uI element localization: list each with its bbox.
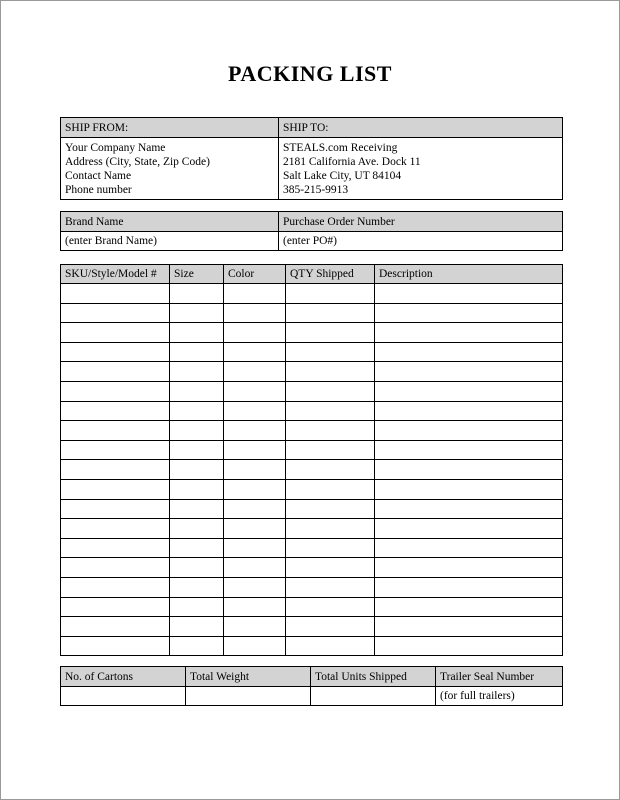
color-cell[interactable]: [224, 558, 286, 578]
description-cell[interactable]: [375, 617, 563, 637]
ship-to-phone: 385-215-9913: [283, 184, 349, 196]
color-cell[interactable]: [224, 362, 286, 382]
table-row: [61, 362, 563, 382]
size-cell[interactable]: [170, 617, 224, 637]
ship-from-phone: Phone number: [65, 184, 132, 196]
description-cell[interactable]: [375, 440, 563, 460]
description-cell[interactable]: [375, 519, 563, 539]
qty-cell[interactable]: [286, 597, 375, 617]
size-cell[interactable]: [170, 401, 224, 421]
ship-from-company: Your Company Name: [65, 142, 166, 154]
qty-cell[interactable]: [286, 284, 375, 304]
column-header-size: Size: [170, 265, 224, 284]
sku-cell[interactable]: [61, 597, 170, 617]
color-cell[interactable]: [224, 617, 286, 637]
sku-cell[interactable]: [61, 303, 170, 323]
qty-cell[interactable]: [286, 303, 375, 323]
total-units-field[interactable]: [311, 687, 436, 706]
column-header-qty: QTY Shipped: [286, 265, 375, 284]
table-row: [61, 421, 563, 441]
sku-cell[interactable]: [61, 323, 170, 343]
trailer-seal-field[interactable]: (for full trailers): [436, 687, 563, 706]
description-cell[interactable]: [375, 284, 563, 304]
sku-cell[interactable]: [61, 577, 170, 597]
qty-cell[interactable]: [286, 401, 375, 421]
sku-cell[interactable]: [61, 284, 170, 304]
size-cell[interactable]: [170, 323, 224, 343]
qty-cell[interactable]: [286, 558, 375, 578]
sku-cell[interactable]: [61, 617, 170, 637]
size-cell[interactable]: [170, 440, 224, 460]
qty-cell[interactable]: [286, 577, 375, 597]
table-row: [61, 499, 563, 519]
color-cell[interactable]: [224, 421, 286, 441]
color-cell[interactable]: [224, 577, 286, 597]
column-header-description: Description: [375, 265, 563, 284]
size-cell[interactable]: [170, 519, 224, 539]
description-cell[interactable]: [375, 421, 563, 441]
color-cell[interactable]: [224, 381, 286, 401]
table-row: [61, 617, 563, 637]
ship-from-address[interactable]: [61, 138, 279, 200]
ship-from-contact: Contact Name: [65, 170, 132, 182]
qty-cell[interactable]: [286, 440, 375, 460]
po-number-label: Purchase Order Number: [279, 212, 563, 232]
size-cell[interactable]: [170, 303, 224, 323]
cartons-field[interactable]: [61, 687, 186, 706]
sku-cell[interactable]: [61, 558, 170, 578]
sku-cell[interactable]: [61, 401, 170, 421]
sku-cell[interactable]: [61, 440, 170, 460]
size-cell[interactable]: [170, 597, 224, 617]
size-cell[interactable]: [170, 460, 224, 480]
description-cell[interactable]: [375, 303, 563, 323]
size-cell[interactable]: [170, 538, 224, 558]
sku-cell[interactable]: [61, 499, 170, 519]
sku-cell[interactable]: [61, 636, 170, 656]
table-row: [61, 519, 563, 539]
size-cell[interactable]: [170, 636, 224, 656]
color-cell[interactable]: [224, 460, 286, 480]
brand-po-table: [60, 211, 563, 251]
color-cell[interactable]: [224, 519, 286, 539]
description-cell[interactable]: [375, 636, 563, 656]
size-cell[interactable]: [170, 499, 224, 519]
description-cell[interactable]: [375, 538, 563, 558]
qty-cell[interactable]: [286, 499, 375, 519]
description-cell[interactable]: [375, 362, 563, 382]
size-cell[interactable]: [170, 421, 224, 441]
description-cell[interactable]: [375, 577, 563, 597]
description-cell[interactable]: [375, 479, 563, 499]
total-units-label: Total Units Shipped: [311, 667, 436, 687]
color-cell[interactable]: [224, 538, 286, 558]
color-cell[interactable]: [224, 284, 286, 304]
description-cell[interactable]: [375, 460, 563, 480]
color-cell[interactable]: [224, 597, 286, 617]
table-row: [61, 479, 563, 499]
table-row: [61, 460, 563, 480]
sku-cell[interactable]: [61, 538, 170, 558]
totals-table: [60, 666, 563, 706]
ship-to-company: STEALS.com Receiving: [283, 142, 398, 154]
qty-cell[interactable]: [286, 342, 375, 362]
qty-cell[interactable]: [286, 479, 375, 499]
sku-cell[interactable]: [61, 421, 170, 441]
column-header-sku: SKU/Style/Model #: [61, 265, 170, 284]
table-row: [61, 577, 563, 597]
color-cell[interactable]: [224, 342, 286, 362]
total-weight-field[interactable]: [186, 687, 311, 706]
table-row: [61, 538, 563, 558]
description-cell[interactable]: [375, 381, 563, 401]
size-cell[interactable]: [170, 342, 224, 362]
ship-from-address-line: Address (City, State, Zip Code): [65, 156, 210, 168]
item-rows: [61, 284, 563, 656]
brand-name-field[interactable]: (enter Brand Name): [61, 232, 279, 251]
size-cell[interactable]: [170, 362, 224, 382]
color-cell[interactable]: [224, 401, 286, 421]
page-title: PACKING LIST: [228, 61, 392, 86]
table-row: [61, 381, 563, 401]
size-cell[interactable]: [170, 558, 224, 578]
total-weight-label: Total Weight: [186, 667, 311, 687]
qty-cell[interactable]: [286, 617, 375, 637]
ship-to-label: SHIP TO:: [279, 118, 563, 138]
sku-cell[interactable]: [61, 479, 170, 499]
ship-to-address[interactable]: [279, 138, 563, 200]
table-row: [61, 597, 563, 617]
color-cell[interactable]: [224, 499, 286, 519]
qty-cell[interactable]: [286, 421, 375, 441]
po-number-field[interactable]: (enter PO#): [279, 232, 563, 251]
size-cell[interactable]: [170, 479, 224, 499]
ship-from-label: SHIP FROM:: [61, 118, 279, 138]
color-cell[interactable]: [224, 636, 286, 656]
qty-cell[interactable]: [286, 519, 375, 539]
column-header-color: Color: [224, 265, 286, 284]
qty-cell[interactable]: [286, 538, 375, 558]
sku-cell[interactable]: [61, 342, 170, 362]
sku-cell[interactable]: [61, 460, 170, 480]
table-row: [61, 401, 563, 421]
table-row: [61, 558, 563, 578]
color-cell[interactable]: [224, 303, 286, 323]
description-cell[interactable]: [375, 401, 563, 421]
qty-cell[interactable]: [286, 323, 375, 343]
description-cell[interactable]: [375, 342, 563, 362]
trailer-seal-label: Trailer Seal Number: [436, 667, 563, 687]
qty-cell[interactable]: [286, 636, 375, 656]
cartons-label: No. of Cartons: [61, 667, 186, 687]
description-cell[interactable]: [375, 499, 563, 519]
ship-table: [60, 117, 563, 200]
size-cell[interactable]: [170, 577, 224, 597]
table-row: [61, 342, 563, 362]
table-row: [61, 303, 563, 323]
table-row: [61, 323, 563, 343]
color-cell[interactable]: [224, 479, 286, 499]
description-cell[interactable]: [375, 323, 563, 343]
table-row: [61, 284, 563, 304]
description-cell[interactable]: [375, 558, 563, 578]
items-table: [60, 264, 563, 656]
sku-cell[interactable]: [61, 519, 170, 539]
sku-cell[interactable]: [61, 381, 170, 401]
size-cell[interactable]: [170, 284, 224, 304]
description-cell[interactable]: [375, 597, 563, 617]
qty-cell[interactable]: [286, 381, 375, 401]
table-row: [61, 636, 563, 656]
qty-cell[interactable]: [286, 362, 375, 382]
color-cell[interactable]: [224, 323, 286, 343]
qty-cell[interactable]: [286, 460, 375, 480]
color-cell[interactable]: [224, 440, 286, 460]
ship-to-city: Salt Lake City, UT 84104: [283, 170, 402, 182]
sku-cell[interactable]: [61, 362, 170, 382]
table-row: [61, 440, 563, 460]
size-cell[interactable]: [170, 381, 224, 401]
ship-to-street: 2181 California Ave. Dock 11: [283, 156, 421, 168]
brand-name-label: Brand Name: [61, 212, 279, 232]
